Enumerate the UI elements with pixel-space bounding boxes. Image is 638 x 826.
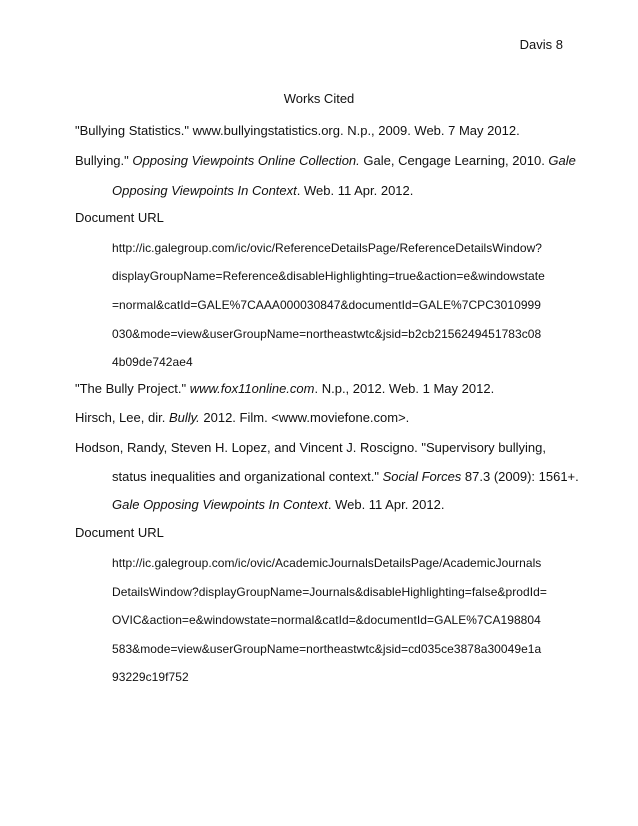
document-url-label: Document URL (75, 525, 164, 540)
citation-text: 87.3 (2009): 1561+. (461, 469, 579, 484)
citation-opposing-viewpoints-line-2 (112, 183, 413, 199)
citation-title: Opposing Viewpoints In Context (112, 183, 297, 198)
page-title: Works Cited (283, 91, 355, 106)
running-head: Davis 8 (519, 37, 563, 52)
document-url-line[interactable]: 93229c19f752 (112, 670, 189, 684)
citation-text: . N.p., 2012. Web. 1 May 2012. (314, 381, 495, 396)
citation-text: Hirsch, Lee, dir. (75, 410, 169, 425)
citation-title: Bully. (168, 410, 200, 425)
document-url-line[interactable]: displayGroupName=Reference&disableHighlighting=true&action=e&windowstate (112, 269, 545, 283)
citation-text: Bullying." (75, 153, 133, 168)
citation-text: 2012. Film. <www.moviefone.com>. (199, 410, 410, 425)
citation-hirsch-bully (75, 410, 409, 426)
document-url-line[interactable]: OVIC&action=e&windowstate=normal&catId=&documentId=GALE%7CA198804 (112, 613, 541, 627)
citation-text: "Bullying Statistics." www.bullyingstatistics.org. N.p., 2009. Web. 7 May 2012. (75, 123, 520, 138)
document-url-line[interactable]: =normal&catId=GALE%7CAAA000030847&documentId=GALE%7CPC3010999 (112, 298, 541, 312)
citation-text: status inequalities and organizational context." (112, 469, 383, 484)
citation-title: Gale Opposing Viewpoints In Context (112, 497, 328, 512)
citation-opposing-viewpoints-line-1 (75, 153, 576, 169)
citation-text: Gale, Cengage Learning, 2010. (359, 153, 549, 168)
citation-text: . Web. 11 Apr. 2012. (296, 183, 414, 198)
citation-hodson-line-3 (112, 497, 444, 513)
citation-bully-project (75, 381, 494, 397)
document-url-line[interactable]: http://ic.galegroup.com/ic/ovic/ReferenceDetailsPage/ReferenceDetailsWindow? (112, 241, 543, 255)
citation-journal: Social Forces (382, 469, 462, 484)
citation-title: Gale (548, 153, 576, 168)
document-url-line[interactable]: 4b09de742ae4 (112, 355, 193, 369)
document-url-line[interactable]: http://ic.galegroup.com/ic/ovic/AcademicJournalsDetailsPage/AcademicJournals (112, 556, 542, 570)
citation-title: Opposing Viewpoints Online Collection. (132, 153, 360, 168)
citation-hodson-line-2 (112, 469, 579, 485)
document-url-label: Document URL (75, 210, 164, 225)
document-url-line[interactable]: 583&mode=view&userGroupName=northeastwtc&jsid=cd035ce3878a30049e1a (112, 642, 542, 656)
citation-hodson-line-1: Hodson, Randy, Steven H. Lopez, and Vincent J. Roscigno. "Supervisory bullying, (75, 440, 546, 455)
document-url-line[interactable]: 030&mode=view&userGroupName=northeastwtc&jsid=b2cb2156249451783c08 (112, 327, 542, 341)
citation-website: www.fox11online.com (189, 381, 315, 396)
citation-text: "The Bully Project." (75, 381, 190, 396)
citation-bullying-statistics (75, 123, 520, 139)
citation-text: . Web. 11 Apr. 2012. (327, 497, 445, 512)
document-url-line[interactable]: DetailsWindow?displayGroupName=Journals&disableHighlighting=false&prodId= (112, 585, 547, 599)
